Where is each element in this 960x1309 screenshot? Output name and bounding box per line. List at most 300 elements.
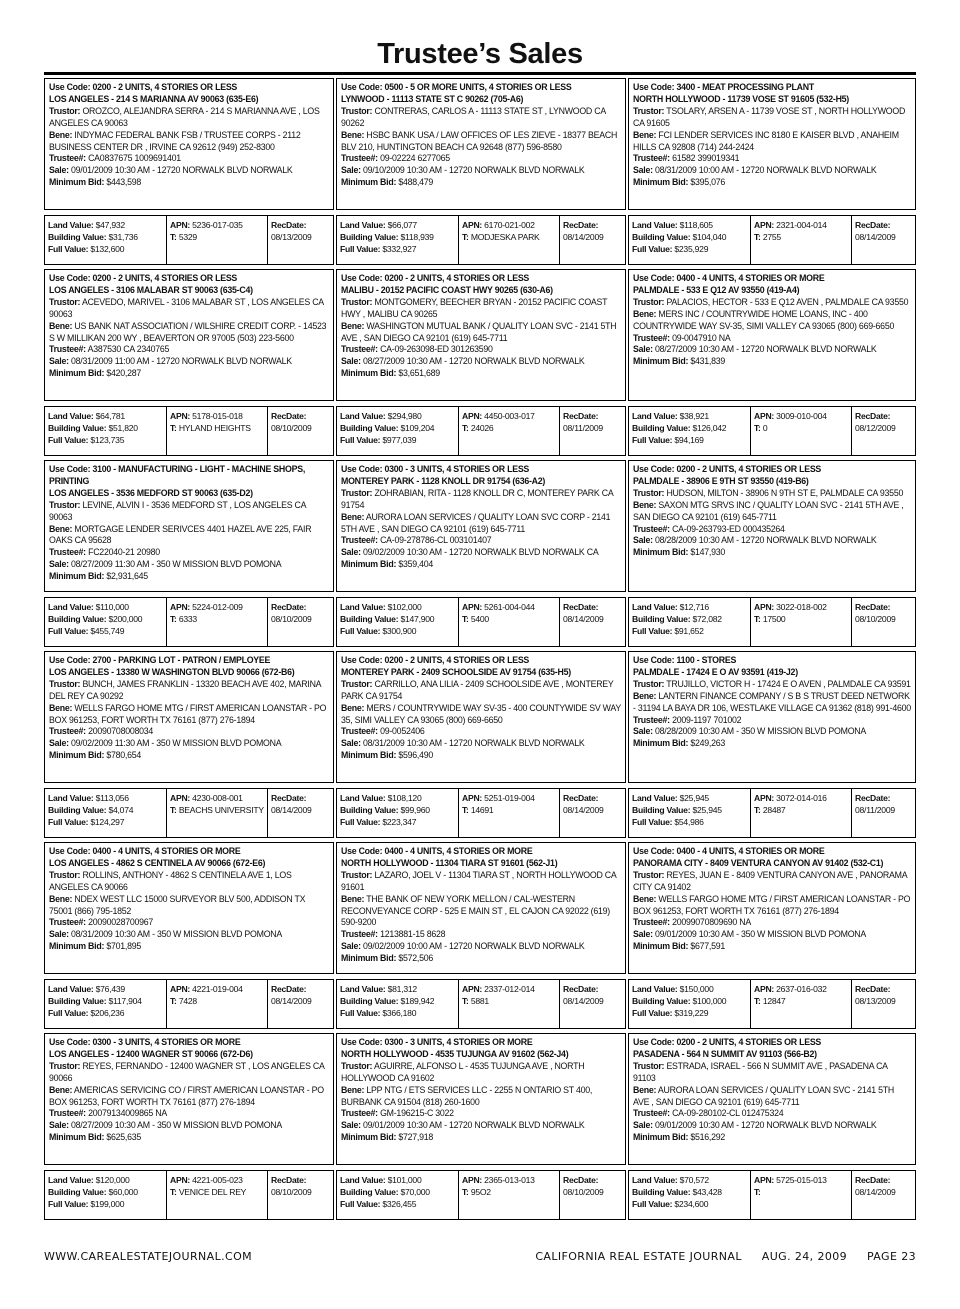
full-value-value: $977,039	[382, 435, 417, 445]
recdate-column	[268, 980, 333, 1028]
values-column	[629, 407, 751, 455]
trustor-label: Trustor:	[633, 105, 665, 116]
full-value	[632, 625, 747, 637]
trustor-value: REYES, FERNANDO - 12400 WAGNER ST , LOS ANGELES CA 90066	[49, 1060, 325, 1083]
use-code: Use Code: 0300 - 3 UNITS, 4 STORIES OR LESS	[341, 464, 530, 474]
apn-value: 6170-021-002	[484, 220, 535, 230]
sale-info	[49, 559, 329, 571]
tract	[754, 995, 848, 1007]
minimum-bid-label: Minimum Bid:	[49, 368, 105, 379]
tract	[170, 422, 264, 434]
recdate-label: RecDate:	[271, 220, 307, 230]
full-value-value: $455,749	[90, 626, 125, 636]
building-value-label: Building Value:	[48, 1187, 107, 1197]
trustor-value: LAZARO, JOEL V - 11304 TIARA ST , NORTH HOLLYWOOD CA 91601	[341, 869, 616, 892]
tract-value: 5329	[178, 232, 197, 242]
full-value-value: $91,652	[674, 626, 704, 636]
land-value-value: $113,056	[95, 793, 129, 803]
recdate-label: RecDate:	[855, 1175, 891, 1185]
apn-label: APN:	[170, 220, 191, 230]
minimum-bid-label: Minimum Bid:	[633, 1132, 689, 1143]
land-value-label: Land Value:	[48, 984, 94, 994]
sale-info-value: 08/28/2009 10:30 AM - 350 W MISSION BLVD POMONA	[654, 726, 867, 737]
sale-info-label: Sale:	[49, 559, 69, 570]
recdate-label: RecDate:	[563, 411, 599, 421]
apn-label: APN:	[170, 602, 191, 612]
footer-date: AUG. 24, 2009	[761, 1250, 848, 1263]
beneficiary-label: Bene:	[633, 129, 657, 140]
listing-details	[44, 460, 334, 592]
property-address: PASADENA - 564 N SUMMIT AV 91103 (566-B2)	[633, 1048, 817, 1059]
sale-info	[341, 1120, 621, 1132]
minimum-bid-value: $420,287	[106, 368, 142, 379]
property-address: LOS ANGELES - 3536 MEDFORD ST 90063 (635-D2)	[49, 487, 253, 498]
full-value-value: $199,000	[90, 1199, 125, 1209]
apn	[462, 1174, 556, 1186]
trustee-number	[49, 547, 329, 559]
full-value	[48, 1198, 163, 1210]
minimum-bid-label: Minimum Bid:	[341, 177, 397, 188]
building-value-value: $25,945	[692, 805, 722, 815]
trustee-number-value: 61582 399019341	[672, 153, 740, 164]
tract-label: T:	[754, 423, 761, 433]
apn-value: 3022-018-002	[776, 602, 827, 612]
trustor	[49, 500, 329, 524]
sale-info-value: 09/01/2009 10:30 AM - 350 W MISSION BLVD POMONA	[654, 929, 867, 940]
trustor-value: REYES, JUAN E - 8409 VENTURA CANYON AVE , PANORAMA CITY CA 91402	[633, 869, 907, 892]
minimum-bid	[633, 356, 911, 368]
land-value-label: Land Value:	[340, 793, 386, 803]
beneficiary	[341, 512, 621, 536]
land-value-value: $38,921	[679, 411, 709, 421]
trustor-label: Trustor:	[633, 1060, 665, 1071]
beneficiary-label: Bene:	[49, 129, 73, 140]
values-column	[629, 216, 751, 264]
trustor-label: Trustor:	[633, 869, 665, 880]
land-value-value: $70,572	[679, 1175, 709, 1185]
land-value	[632, 983, 747, 995]
building-value	[632, 804, 747, 816]
land-value	[48, 410, 163, 422]
apn-value: 5725-015-013	[776, 1175, 827, 1185]
use-code: Use Code: 0200 - 2 UNITS, 4 STORIES OR LESS	[49, 273, 238, 283]
land-value-label: Land Value:	[632, 793, 678, 803]
trustor-label: Trustor:	[341, 869, 373, 880]
trustor-label: Trustor:	[341, 678, 373, 689]
tract-label: T:	[170, 805, 177, 815]
sale-info-value: 08/27/2009 10:30 AM - 12720 NORWALK BLVD NORWALK	[362, 356, 585, 367]
trustor-label: Trustor:	[633, 678, 665, 689]
sale-info	[341, 738, 621, 750]
trustee-number-value: CA-09-280102-CL 012475324	[672, 1108, 784, 1119]
trustor-value: OROZCO, ALEJANDRA SERRA - 214 S MARIANNA AVE , LOS ANGELES CA 90063	[49, 105, 320, 128]
full-value-value: $235,929	[674, 244, 709, 254]
minimum-bid-label: Minimum Bid:	[633, 547, 689, 558]
apn-column	[167, 216, 268, 264]
listing-card	[336, 267, 626, 458]
tract	[754, 1186, 848, 1198]
trustor-value: ZOHRABIAN, RITA - 1128 KNOLL DR C, MONTEREY PARK CA 91754	[341, 487, 613, 510]
property-address: MONTEREY PARK - 2409 SCHOOLSIDE AV 91754 (635-H5)	[341, 666, 571, 677]
sale-info-value: 08/31/2009 10:30 AM - 350 W MISSION BLVD POMONA	[70, 929, 283, 940]
values-column	[45, 598, 167, 646]
building-value	[340, 1186, 455, 1198]
apn-value: 5236-017-035	[192, 220, 243, 230]
land-value-value: $294,980	[387, 411, 422, 421]
recdate-label: RecDate:	[271, 602, 307, 612]
beneficiary-value: INDYMAC FEDERAL BANK FSB / TRUSTEE CORPS - 2112 BUSINESS CENTER DR , IRVINE CA 92612 (949) 252-8300	[49, 129, 301, 152]
recdate-value: 08/10/2009	[563, 1187, 604, 1197]
land-value	[632, 792, 747, 804]
recdate-label: RecDate:	[855, 602, 891, 612]
use-code: Use Code: 2700 - PARKING LOT - PATRON / EMPLOYEE	[49, 655, 271, 665]
full-value-label: Full Value:	[632, 817, 673, 827]
sale-info-value: 08/31/2009 10:00 AM - 12720 NORWALK BLVD NORWALK	[654, 165, 877, 176]
beneficiary-label: Bene:	[341, 893, 365, 904]
trustee-number-label: Trustee#:	[341, 344, 378, 355]
listing-card	[336, 840, 626, 1031]
building-value	[632, 231, 747, 243]
beneficiary-value: LPP NTG / ETS SERVICES LLC - 2255 N ONTARIO ST 400, BURBANK CA 91504 (818) 260-1600	[341, 1084, 593, 1107]
building-value	[48, 613, 163, 625]
minimum-bid	[341, 368, 621, 380]
beneficiary-label: Bene:	[341, 320, 365, 331]
listing-details	[628, 269, 916, 401]
trustee-number-value: CA-09-263793-ED 000435264	[672, 523, 785, 534]
minimum-bid-value: $147,930	[690, 547, 726, 558]
minimum-bid-label: Minimum Bid:	[49, 750, 105, 761]
apn-label: APN:	[462, 602, 483, 612]
recdate-column	[560, 598, 625, 646]
tract-label: T:	[462, 1187, 469, 1197]
recdate-column	[268, 598, 333, 646]
sale-info-value: 08/28/2009 10:30 AM - 12720 NORWALK BLVD NORWALK	[654, 535, 877, 546]
sale-info	[633, 929, 911, 941]
tract	[462, 613, 556, 625]
full-value-label: Full Value:	[340, 626, 381, 636]
use-code: Use Code: 0300 - 3 UNITS, 4 STORIES OR MORE	[341, 1037, 533, 1047]
title-rule	[44, 72, 916, 75]
full-value-label: Full Value:	[48, 817, 89, 827]
trustor-value: ACEVEDO, MARIVEL - 3106 MALABAR ST , LOS ANGELES CA 90063	[49, 296, 324, 319]
property-address: NORTH HOLLYWOOD - 11739 VOSE ST 91605 (532-H5)	[633, 93, 849, 104]
apn-value: 4221-005-023	[192, 1175, 243, 1185]
full-value-value: $326,455	[382, 1199, 417, 1209]
tract-value: 95O2	[470, 1187, 491, 1197]
beneficiary-label: Bene:	[49, 702, 73, 713]
beneficiary	[341, 894, 621, 930]
listing-details	[44, 651, 334, 783]
tract	[170, 995, 264, 1007]
apn-label: APN:	[462, 1175, 483, 1185]
recdate-label: RecDate:	[271, 1175, 307, 1185]
building-value-label: Building Value:	[632, 232, 691, 242]
beneficiary-label: Bene:	[633, 499, 657, 510]
land-value-label: Land Value:	[632, 602, 678, 612]
building-value-value: $104,040	[692, 232, 727, 242]
building-value	[48, 231, 163, 243]
trustee-number-value: 1213881-15 8628	[380, 929, 446, 940]
valuation-row	[44, 788, 334, 838]
trustee-number-value: 09-0047910 NA	[672, 332, 731, 343]
sale-info	[49, 356, 329, 368]
sale-info	[49, 738, 329, 750]
valuation-row	[628, 215, 916, 265]
building-value	[340, 804, 455, 816]
building-value-value: $99,960	[400, 805, 430, 815]
apn	[462, 601, 556, 613]
apn-value: 5178-015-018	[192, 411, 243, 421]
apn-value: 3072-014-016	[776, 793, 827, 803]
full-value	[632, 816, 747, 828]
building-value-value: $60,000	[108, 1187, 138, 1197]
sale-info-label: Sale:	[633, 165, 653, 176]
full-value-label: Full Value:	[48, 244, 89, 254]
apn-value: 4221-019-004	[192, 984, 243, 994]
listing-details	[628, 460, 916, 592]
footer-website[interactable]: WWW.CAREALESTATEJOURNAL.COM	[44, 1250, 253, 1263]
building-value-value: $4,074	[108, 805, 134, 815]
building-value	[48, 804, 163, 816]
beneficiary-label: Bene:	[633, 308, 657, 319]
building-value-value: $200,000	[108, 614, 143, 624]
building-value-label: Building Value:	[48, 996, 107, 1006]
valuation-row	[336, 215, 626, 265]
full-value-label: Full Value:	[340, 244, 381, 254]
trustor-value: TRUJILLO, VICTOR H - 17424 E O AVEN , PALMDALE CA 93591	[666, 678, 911, 689]
listing-details	[336, 1033, 626, 1165]
trustee-number-value: GM-196215-C 3022	[380, 1108, 454, 1119]
trustor-label: Trustor:	[49, 296, 81, 307]
beneficiary	[633, 500, 911, 524]
building-value-label: Building Value:	[340, 232, 399, 242]
tract-label: T:	[462, 614, 469, 624]
recdate-value: 08/14/2009	[271, 805, 312, 815]
trustee-number-value: 2009-1197 701002	[672, 714, 742, 725]
apn	[462, 983, 556, 995]
trustee-number	[341, 1108, 621, 1120]
values-column	[45, 980, 167, 1028]
beneficiary-value: SAXON MTG SRVS INC / QUALITY LOAN SVC - 2141 5TH AVE , SAN DIEGO CA 92101 (619) 645-7711	[633, 499, 904, 522]
recdate-column	[268, 789, 333, 837]
trustee-number-value: 20090028700967	[88, 917, 154, 928]
minimum-bid-label: Minimum Bid:	[49, 177, 105, 188]
apn-value: 2365-013-013	[484, 1175, 535, 1185]
apn-value: 5261-004-044	[484, 602, 535, 612]
land-value	[48, 219, 163, 231]
beneficiary-value: LANTERN FINANCE COMPANY / S B S TRUST DEED NETWORK - 31194 LA BAYA DR 106, WESTLAKE VILLAGE CA 91362 (818) 991-4600	[633, 690, 911, 713]
minimum-bid-value: $249,263	[690, 738, 726, 749]
footer-publication: CALIFORNIA REAL ESTATE JOURNAL	[535, 1250, 742, 1263]
listing-card	[336, 649, 626, 840]
beneficiary-label: Bene:	[341, 1084, 365, 1095]
beneficiary-value: THE BANK OF NEW YORK MELLON / CAL-WESTERN RECONVEYANCE CORP - 525 E MAIN ST , EL CAJON CA 92022 (619) 590-9200	[341, 893, 610, 928]
recdate-value: 08/11/2009	[563, 423, 603, 433]
sale-info	[633, 165, 911, 177]
minimum-bid-value: $727,918	[398, 1132, 434, 1143]
tract-label: T:	[754, 805, 761, 815]
trustee-number-label: Trustee#:	[49, 1108, 86, 1119]
trustee-number	[341, 535, 621, 547]
land-value-value: $12,716	[679, 602, 709, 612]
listing-details	[336, 78, 626, 210]
tract	[754, 231, 848, 243]
land-value-value: $108,120	[387, 793, 422, 803]
property-address: LOS ANGELES - 4862 S CENTINELA AV 90066 (672-E6)	[49, 857, 266, 868]
use-code: Use Code: 0400 - 4 UNITS, 4 STORIES OR MORE	[633, 273, 825, 283]
valuation-row	[628, 1170, 916, 1220]
listings-grid	[44, 76, 916, 1222]
beneficiary-label: Bene:	[341, 511, 365, 522]
beneficiary-value: AURORA LOAN SERVICES / QUALITY LOAN SVC - 2141 5TH AVE , SAN DIEGO CA 92101 (619) 645-7711	[633, 1084, 894, 1107]
beneficiary-value: MORTGAGE LENDER SERIVCES 4401 HAZEL AVE 225, FAIR OAKS CA 95628	[49, 523, 312, 546]
sale-info	[49, 1120, 329, 1132]
full-value	[48, 625, 163, 637]
recdate-label: RecDate:	[271, 793, 307, 803]
full-value-value: $54,986	[674, 817, 704, 827]
apn	[170, 983, 264, 995]
trustor-label: Trustor:	[341, 296, 373, 307]
trustor-value: LEVINE, ALVIN I - 3536 MEDFORD ST , LOS ANGELES CA 90063	[49, 499, 306, 522]
full-value	[632, 434, 747, 446]
property-address: LOS ANGELES - 13380 W WASHINGTON BLVD 90066 (672-B6)	[49, 666, 295, 677]
full-value	[632, 243, 747, 255]
beneficiary-value: WASHINGTON MUTUAL BANK / QUALITY LOAN SVC - 2141 5TH AVE , SAN DIEGO CA 92101 (619) 645-7711	[341, 320, 617, 343]
full-value-label: Full Value:	[340, 817, 381, 827]
recdate-column	[852, 1171, 915, 1219]
trustee-number	[341, 153, 621, 165]
building-value-value: $147,900	[400, 614, 435, 624]
trustor	[341, 106, 621, 130]
apn-label: APN:	[462, 984, 483, 994]
land-value	[48, 1174, 163, 1186]
minimum-bid-label: Minimum Bid:	[49, 1132, 105, 1143]
beneficiary	[49, 703, 329, 727]
land-value-value: $66,077	[387, 220, 417, 230]
apn-label: APN:	[170, 411, 191, 421]
property-address: NORTH HOLLYWOOD - 4535 TUJUNGA AV 91602 (562-J4)	[341, 1048, 569, 1059]
building-value-label: Building Value:	[632, 996, 691, 1006]
beneficiary-label: Bene:	[341, 702, 365, 713]
trustor	[633, 679, 911, 691]
trustee-number	[49, 726, 329, 738]
land-value-value: $101,000	[387, 1175, 422, 1185]
tract-value: MODJESKA PARK	[470, 232, 540, 242]
use-code: Use Code: 0500 - 5 OR MORE UNITS, 4 STORIES OR LESS	[341, 82, 572, 92]
apn-value: 4450-003-017	[484, 411, 535, 421]
apn-value: 2321-004-014	[776, 220, 827, 230]
minimum-bid	[341, 953, 621, 965]
tract-label: T:	[462, 423, 469, 433]
beneficiary-label: Bene:	[633, 893, 657, 904]
minimum-bid-label: Minimum Bid:	[49, 571, 105, 582]
apn	[170, 1174, 264, 1186]
property-address: LOS ANGELES - 214 S MARIANNA AV 90063 (635-E6)	[49, 93, 259, 104]
minimum-bid-label: Minimum Bid:	[49, 941, 105, 952]
tract-value: 17500	[762, 614, 786, 624]
tract-label: T:	[170, 996, 177, 1006]
recdate-column	[560, 216, 625, 264]
trustee-number-value: A387530 CA 2340765	[87, 344, 170, 355]
full-value	[340, 1007, 455, 1019]
trustor-value: CONTRERAS, CARLOS A - 11113 STATE ST , LYNWOOD CA 90262	[341, 105, 606, 128]
minimum-bid	[341, 750, 621, 762]
tract-label: T:	[170, 232, 177, 242]
minimum-bid-label: Minimum Bid:	[341, 559, 397, 570]
apn-column	[459, 789, 560, 837]
trustor-label: Trustor:	[49, 869, 81, 880]
valuation-row	[336, 597, 626, 647]
values-column	[45, 407, 167, 455]
footer	[44, 1250, 916, 1263]
minimum-bid-label: Minimum Bid:	[341, 750, 397, 761]
beneficiary-value: WELLS FARGO HOME MTG / FIRST AMERICAN LOANSTAR - PO BOX 961253, FORT WORTH TX 76161 (877) 276-1894	[49, 702, 327, 725]
apn	[462, 792, 556, 804]
tract	[462, 804, 556, 816]
beneficiary-value: WELLS FARGO HOME MTG / FIRST AMERICAN LOANSTAR - PO BOX 961253, FORT WORTH TX 76161 (877) 276-1894	[633, 893, 911, 916]
trustor	[633, 1061, 911, 1085]
full-value-value: $132,600	[90, 244, 125, 254]
values-column	[337, 1171, 459, 1219]
trustee-number-label: Trustee#:	[633, 153, 670, 164]
recdate-label: RecDate:	[563, 1175, 599, 1185]
valuation-row	[44, 1170, 334, 1220]
beneficiary	[341, 703, 621, 727]
minimum-bid	[341, 559, 621, 571]
sale-info-label: Sale:	[49, 356, 69, 367]
land-value-label: Land Value:	[632, 220, 678, 230]
trustee-number	[49, 153, 329, 165]
values-column	[45, 216, 167, 264]
land-value-label: Land Value:	[632, 1175, 678, 1185]
apn-label: APN:	[462, 411, 483, 421]
tract-label: T:	[462, 232, 469, 242]
apn-value: 5251-019-004	[484, 793, 535, 803]
apn	[462, 219, 556, 231]
values-column	[337, 598, 459, 646]
property-address: MALIBU - 20152 PACIFIC COAST HWY 90265 (630-A6)	[341, 284, 553, 295]
trustee-number	[49, 1108, 329, 1120]
property-address: PANORAMA CITY - 8409 VENTURA CANYON AV 91402 (532-C1)	[633, 857, 884, 868]
full-value-value: $124,297	[90, 817, 125, 827]
trustor-label: Trustor:	[633, 487, 665, 498]
land-value	[340, 983, 455, 995]
listing-details	[628, 1033, 916, 1165]
trustee-number-value: 09-02224 6277065	[380, 153, 450, 164]
trustee-number	[341, 344, 621, 356]
full-value-value: $319,229	[674, 1008, 709, 1018]
land-value-label: Land Value:	[48, 793, 94, 803]
apn	[170, 410, 264, 422]
trustee-number-label: Trustee#:	[49, 547, 86, 558]
listing-card	[628, 1031, 916, 1222]
beneficiary-label: Bene:	[341, 129, 365, 140]
full-value	[340, 1198, 455, 1210]
tract	[754, 422, 848, 434]
trustor-label: Trustor:	[633, 296, 665, 307]
building-value-value: $126,042	[692, 423, 727, 433]
recdate-label: RecDate:	[855, 220, 891, 230]
trustee-number-label: Trustee#:	[341, 726, 378, 737]
minimum-bid-value: $596,490	[398, 750, 434, 761]
values-column	[629, 598, 751, 646]
land-value-value: $25,945	[679, 793, 709, 803]
land-value	[632, 410, 747, 422]
apn-column	[167, 598, 268, 646]
tract-label: T:	[170, 1187, 177, 1197]
full-value-label: Full Value:	[632, 435, 673, 445]
tract	[462, 231, 556, 243]
